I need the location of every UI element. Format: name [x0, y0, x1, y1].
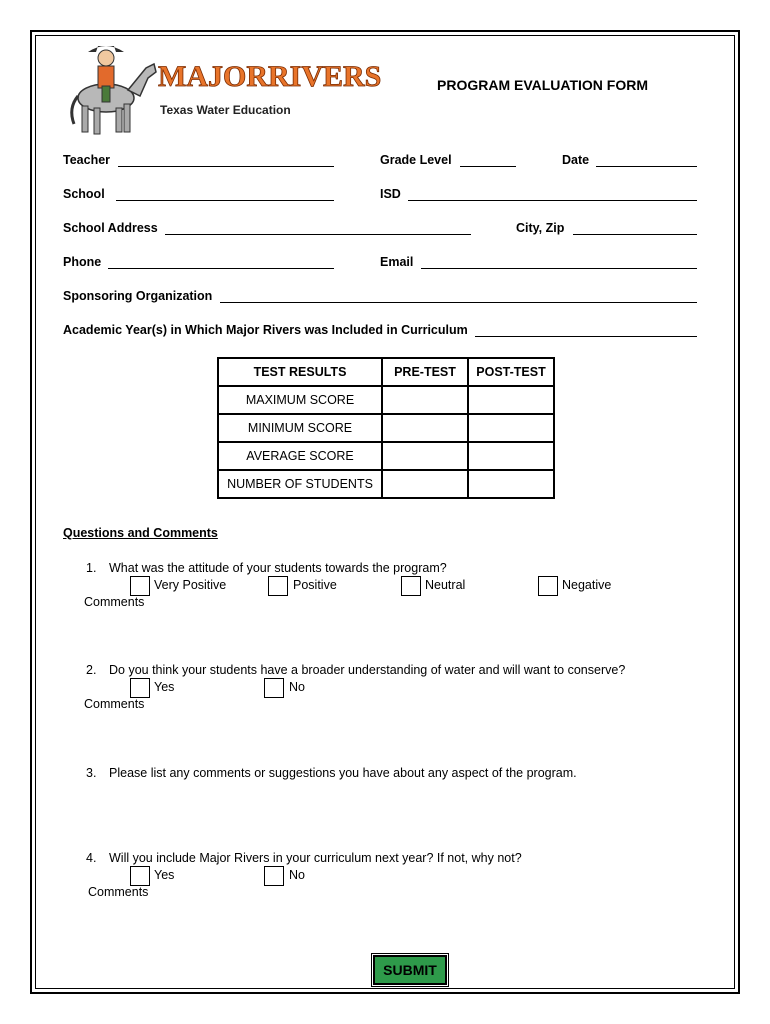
city-zip-label: City, Zip [516, 221, 565, 235]
question-4-text: Will you include Major Rivers in your curriculum next year? If not, why not? [109, 851, 522, 865]
isd-field[interactable] [408, 200, 697, 201]
pre-test-cell[interactable] [382, 414, 468, 442]
sponsoring-org-field[interactable] [220, 302, 697, 303]
negative-label: Negative [562, 578, 612, 592]
q2-yes-checkbox[interactable] [130, 678, 150, 698]
question-2-comments[interactable]: Comments [84, 697, 145, 711]
post-test-cell[interactable] [468, 442, 554, 470]
test-results-table [217, 357, 555, 499]
neutral-checkbox[interactable] [401, 576, 421, 596]
header-post-test: POST-TEST [468, 358, 554, 386]
q4-no-checkbox[interactable] [264, 866, 284, 886]
post-test-cell[interactable] [468, 414, 554, 442]
question-3-number: 3. [86, 766, 97, 780]
very-positive-label: Very Positive [154, 578, 227, 592]
date-label: Date [562, 153, 590, 167]
sponsoring-org-label: Sponsoring Organization [63, 289, 213, 303]
q4-yes-label: Yes [154, 868, 175, 882]
isd-label: ISD [380, 187, 401, 201]
q4-yes-checkbox[interactable] [130, 866, 150, 886]
very-positive-checkbox[interactable] [130, 576, 150, 596]
school-address-field[interactable] [165, 234, 471, 235]
header-test-results: TEST RESULTS [218, 358, 382, 386]
q4-no-label: No [289, 868, 305, 882]
teacher-label: Teacher [63, 153, 111, 167]
q2-no-label: No [289, 680, 305, 694]
email-label: Email [380, 255, 414, 269]
submit-button[interactable]: SUBMIT [373, 955, 447, 985]
academic-years-label: Academic Year(s) in Which Major Rivers was Included in Curriculum [63, 323, 468, 337]
row-label: MINIMUM SCORE [218, 414, 382, 442]
question-2-number: 2. [86, 663, 97, 677]
logo-brand: MAJORRIVERS [158, 60, 382, 93]
negative-checkbox[interactable] [538, 576, 558, 596]
city-zip-field[interactable] [573, 234, 697, 235]
grade-level-label: Grade Level [380, 153, 452, 167]
school-address-label: School Address [63, 221, 158, 235]
q2-yes-label: Yes [154, 680, 175, 694]
header-pre-test: PRE-TEST [382, 358, 468, 386]
question-1-comments[interactable]: Comments [84, 595, 145, 609]
question-4-comments[interactable]: Comments [88, 885, 149, 899]
question-1-number: 1. [86, 561, 97, 575]
school-field[interactable] [116, 200, 334, 201]
neutral-label: Neutral [425, 578, 466, 592]
grade-level-field[interactable] [460, 166, 516, 167]
row-label: AVERAGE SCORE [218, 442, 382, 470]
cowboy-on-horse-icon [66, 38, 382, 138]
pre-test-cell[interactable] [382, 442, 468, 470]
email-field[interactable] [421, 268, 697, 269]
phone-label: Phone [63, 255, 102, 269]
table-row [218, 414, 554, 442]
post-test-cell[interactable] [468, 386, 554, 414]
positive-label: Positive [293, 578, 337, 592]
table-row [218, 386, 554, 414]
pre-test-cell[interactable] [382, 470, 468, 498]
row-label: NUMBER OF STUDENTS [218, 470, 382, 498]
form-border-inner [35, 35, 735, 989]
phone-field[interactable] [108, 268, 334, 269]
pre-test-cell[interactable] [382, 386, 468, 414]
post-test-cell[interactable] [468, 470, 554, 498]
positive-checkbox[interactable] [268, 576, 288, 596]
questions-heading: Questions and Comments [63, 526, 218, 540]
row-label: MAXIMUM SCORE [218, 386, 382, 414]
table-row [218, 470, 554, 498]
table-row [218, 442, 554, 470]
question-4-number: 4. [86, 851, 97, 865]
question-2-text: Do you think your students have a broader understanding of water and will want to conserve? [109, 663, 626, 677]
page-title: PROGRAM EVALUATION FORM [437, 77, 649, 93]
question-3-text: Please list any comments or suggestions you have about any aspect of the program. [109, 766, 577, 780]
table-header-row [218, 358, 554, 386]
q2-no-checkbox[interactable] [264, 678, 284, 698]
question-1-text: What was the attitude of your students towards the program? [109, 561, 447, 575]
teacher-field[interactable] [118, 166, 334, 167]
logo-tagline: Texas Water Education [160, 103, 291, 117]
date-field[interactable] [596, 166, 697, 167]
academic-years-field[interactable] [475, 336, 697, 337]
school-label: School [63, 187, 105, 201]
